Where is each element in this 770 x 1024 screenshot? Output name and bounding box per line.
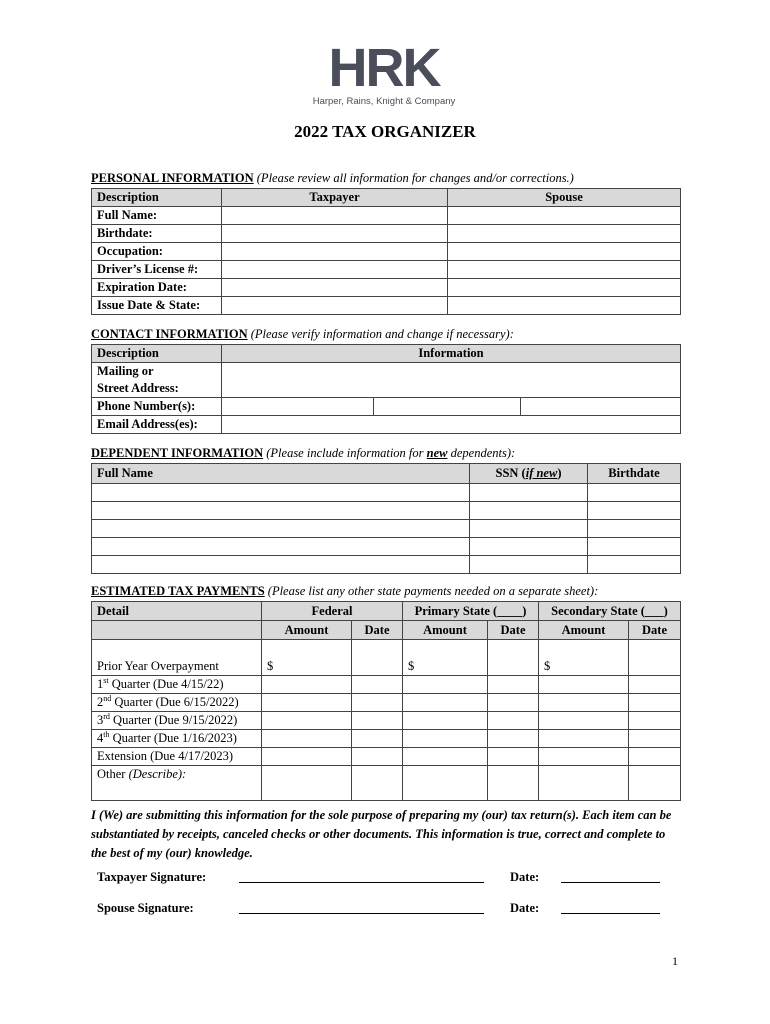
col-ssn-post: ) (557, 466, 562, 480)
dependent-ssn-field[interactable] (470, 484, 588, 502)
primary-prior-amount-field[interactable] (403, 658, 488, 676)
row-label-full-name: Full Name: (92, 207, 222, 225)
dependent-heading: DEPENDENT INFORMATION (91, 446, 264, 460)
taxpayer-occupation-field[interactable] (222, 243, 448, 261)
col-description: Description (92, 189, 222, 207)
row-label-other (92, 766, 262, 784)
row-label-drivers-license: Driver’s License #: (92, 261, 222, 279)
spouse-issue-field[interactable] (448, 297, 681, 315)
col-detail: Detail (92, 602, 262, 621)
col-primary-amount: Amount (403, 621, 488, 640)
phone-field-2[interactable] (374, 398, 521, 416)
logo-company-name: Harper, Rains, Knight & Company (312, 96, 456, 107)
secondary-extension-date-field[interactable] (629, 748, 681, 766)
secondary-q1-date-field[interactable] (629, 676, 681, 694)
row-label-mailing: Mailing or (92, 363, 222, 381)
q3-text: Quarter (Due 9/15/2022) (109, 713, 238, 727)
logo-mark: HRK (328, 38, 440, 98)
row-label-birthdate: Birthdate: (92, 225, 222, 243)
primary-q3-amount-field[interactable] (403, 712, 488, 730)
secondary-q2-amount-field[interactable] (539, 694, 629, 712)
primary-q4-date-field[interactable] (488, 730, 539, 748)
spouse-occupation-field[interactable] (448, 243, 681, 261)
primary-other-date-field[interactable] (488, 766, 539, 801)
taxpayer-signature-line[interactable] (239, 882, 484, 883)
secondary-q4-amount-field[interactable] (539, 730, 629, 748)
col-spouse: Spouse (448, 189, 681, 207)
secondary-q3-amount-field[interactable] (539, 712, 629, 730)
dependent-note-post: dependents): (447, 446, 516, 460)
contact-note: (Please verify information and change if necessary): (250, 327, 514, 341)
phone-field-1[interactable] (222, 398, 374, 416)
dependent-birthdate-field[interactable] (588, 502, 681, 520)
col-secondary-state: Secondary State (___) (539, 602, 681, 621)
col-information: Information (222, 345, 681, 363)
other-describe: (Describe): (128, 767, 187, 781)
row-label-q4 (92, 730, 262, 748)
federal-extension-date-field[interactable] (352, 748, 403, 766)
hrk-logo (308, 38, 460, 110)
row-label-expiration-date: Expiration Date: (92, 279, 222, 297)
dependent-note-new: new (426, 446, 448, 460)
dependent-name-field[interactable] (92, 556, 470, 574)
secondary-q2-date-field[interactable] (629, 694, 681, 712)
taxpayer-birthdate-field[interactable] (222, 225, 448, 243)
q2-text: Quarter (Due 6/15/2022) (111, 695, 239, 709)
dollar-sign: $ (408, 659, 415, 673)
dependent-birthdate-field[interactable] (588, 520, 681, 538)
row-label-q3 (92, 712, 262, 730)
primary-q2-amount-field[interactable] (403, 694, 488, 712)
primary-extension-amount-field[interactable] (403, 748, 488, 766)
contact-heading: CONTACT INFORMATION (91, 327, 248, 341)
dependent-name-field[interactable] (92, 484, 470, 502)
q4-text: Quarter (Due 1/16/2023) (109, 731, 237, 745)
q4-suffix: th (103, 729, 110, 739)
personal-note: (Please review all information for changes and/or corrections.) (256, 171, 574, 185)
q3-number: 3 (97, 713, 104, 727)
taxpayer-expiration-field[interactable] (222, 279, 448, 297)
contact-section-heading (91, 327, 514, 342)
taxpayer-date-label: Date: (510, 870, 540, 884)
dollar-sign: $ (267, 659, 274, 673)
q1-text: Quarter (Due 4/15/22) (108, 677, 224, 691)
secondary-extension-amount-field[interactable] (539, 748, 629, 766)
spouse-birthdate-field[interactable] (448, 225, 681, 243)
other-label: Other (97, 767, 129, 781)
row-label-q2 (92, 694, 262, 712)
email-field[interactable] (222, 416, 681, 434)
q2-suffix: nd (103, 693, 112, 703)
primary-q2-date-field[interactable] (488, 694, 539, 712)
federal-prior-date-field[interactable] (352, 658, 403, 676)
personal-section-heading (91, 171, 574, 186)
primary-extension-date-field[interactable] (488, 748, 539, 766)
spacer-cell (539, 640, 629, 659)
spouse-license-field[interactable] (448, 261, 681, 279)
taxpayer-issue-field[interactable] (222, 297, 448, 315)
taxpayer-full-name-field[interactable] (222, 207, 448, 225)
primary-q4-amount-field[interactable] (403, 730, 488, 748)
detail-header-spacer (92, 621, 262, 640)
secondary-prior-date-field[interactable] (629, 658, 681, 676)
spacer-cell (403, 640, 488, 659)
row-label-extension: Extension (Due 4/17/2023) (92, 748, 262, 766)
page-title: 2022 TAX ORGANIZER (294, 122, 476, 141)
col-ssn-if-new: if new (525, 466, 558, 480)
col-federal: Federal (262, 602, 403, 621)
row-label-phone: Phone Number(s): (92, 398, 222, 416)
federal-q1-date-field[interactable] (352, 676, 403, 694)
secondary-q3-date-field[interactable] (629, 712, 681, 730)
taxpayer-license-field[interactable] (222, 261, 448, 279)
primary-q3-date-field[interactable] (488, 712, 539, 730)
col-secondary-amount: Amount (539, 621, 629, 640)
other-description-field[interactable] (92, 783, 262, 801)
federal-q2-date-field[interactable] (352, 694, 403, 712)
col-description: Description (92, 345, 222, 363)
spouse-expiration-field[interactable] (448, 279, 681, 297)
personal-heading: PERSONAL INFORMATION (91, 171, 254, 185)
primary-q1-date-field[interactable] (488, 676, 539, 694)
federal-prior-amount-field[interactable] (262, 658, 352, 676)
spacer-cell (629, 640, 681, 659)
primary-prior-date-field[interactable] (488, 658, 539, 676)
dependent-name-field[interactable] (92, 502, 470, 520)
col-secondary-date: Date (629, 621, 681, 640)
col-primary-state: Primary State (____) (403, 602, 539, 621)
q1-suffix: st (103, 675, 109, 685)
estimated-section-heading (91, 584, 598, 599)
q3-suffix: rd (103, 711, 110, 721)
col-taxpayer: Taxpayer (222, 189, 448, 207)
phone-field-3[interactable] (521, 398, 681, 416)
col-birthdate: Birthdate (588, 464, 681, 484)
secondary-q4-date-field[interactable] (629, 730, 681, 748)
federal-extension-amount-field[interactable] (262, 748, 352, 766)
estimated-payments-table (91, 601, 681, 801)
personal-table (91, 188, 681, 315)
spouse-date-label: Date: (510, 901, 540, 915)
spouse-signature-label: Spouse Signature: (97, 901, 194, 915)
dependent-ssn-field[interactable] (470, 556, 588, 574)
dependent-birthdate-field[interactable] (588, 538, 681, 556)
row-label-email: Email Address(es): (92, 416, 222, 434)
taxpayer-signature-label: Taxpayer Signature: (97, 870, 207, 884)
dependent-birthdate-field[interactable] (588, 556, 681, 574)
dependent-birthdate-field[interactable] (588, 484, 681, 502)
federal-q4-date-field[interactable] (352, 730, 403, 748)
col-federal-date: Date (352, 621, 403, 640)
row-label-street-address: Street Address: (92, 380, 222, 398)
taxpayer-date-line[interactable] (561, 882, 660, 883)
federal-q3-amount-field[interactable] (262, 712, 352, 730)
federal-q1-amount-field[interactable] (262, 676, 352, 694)
spouse-full-name-field[interactable] (448, 207, 681, 225)
page-number: 1 (672, 954, 678, 968)
federal-q4-amount-field[interactable] (262, 730, 352, 748)
secondary-prior-amount-field[interactable] (539, 658, 629, 676)
spouse-date-line[interactable] (561, 913, 660, 914)
q1-number: 1 (97, 677, 104, 691)
q4-number: 4 (97, 731, 104, 745)
federal-other-date-field[interactable] (352, 766, 403, 801)
detail-blank-row (92, 640, 262, 659)
col-ssn-pre: SSN ( (495, 466, 526, 480)
dependent-name-field[interactable] (92, 538, 470, 556)
q2-number: 2 (97, 695, 104, 709)
primary-q1-amount-field[interactable] (403, 676, 488, 694)
estimated-heading: ESTIMATED TAX PAYMENTS (91, 584, 265, 598)
dollar-sign: $ (544, 659, 551, 673)
dependent-name-field[interactable] (92, 520, 470, 538)
spacer-cell (262, 640, 352, 659)
dependent-section-heading (91, 446, 515, 461)
secondary-q1-amount-field[interactable] (539, 676, 629, 694)
certification-statement: I (We) are submitting this information for the sole purpose of preparing my (our) tax return(s). Each item can be substantiated by receipts, canceled checks or other documents. This information is true, correct and complete to the best of my (our) knowledge. (91, 808, 672, 860)
dependent-note-pre: (Please include information for (266, 446, 427, 460)
estimated-note: (Please list any other state payments needed on a separate sheet): (267, 584, 599, 598)
row-label-q1 (92, 676, 262, 694)
spacer-cell (352, 640, 403, 659)
spouse-signature-line[interactable] (239, 913, 484, 914)
col-federal-amount: Amount (262, 621, 352, 640)
dependent-ssn-field[interactable] (470, 520, 588, 538)
primary-other-amount-field[interactable] (403, 766, 488, 801)
dependent-ssn-field[interactable] (470, 538, 588, 556)
col-primary-date: Date (488, 621, 539, 640)
federal-q3-date-field[interactable] (352, 712, 403, 730)
contact-table (91, 344, 681, 434)
mailing-address-field[interactable] (222, 363, 681, 398)
federal-other-amount-field[interactable] (262, 766, 352, 801)
spacer-cell (488, 640, 539, 659)
secondary-other-date-field[interactable] (629, 766, 681, 801)
row-label-occupation: Occupation: (92, 243, 222, 261)
row-label-issue-date-state: Issue Date & State: (92, 297, 222, 315)
secondary-other-amount-field[interactable] (539, 766, 629, 801)
dependent-table (91, 463, 681, 574)
col-full-name: Full Name (92, 464, 470, 484)
federal-q2-amount-field[interactable] (262, 694, 352, 712)
col-ssn (470, 464, 588, 484)
row-label-prior-year: Prior Year Overpayment (92, 658, 262, 676)
dependent-ssn-field[interactable] (470, 502, 588, 520)
